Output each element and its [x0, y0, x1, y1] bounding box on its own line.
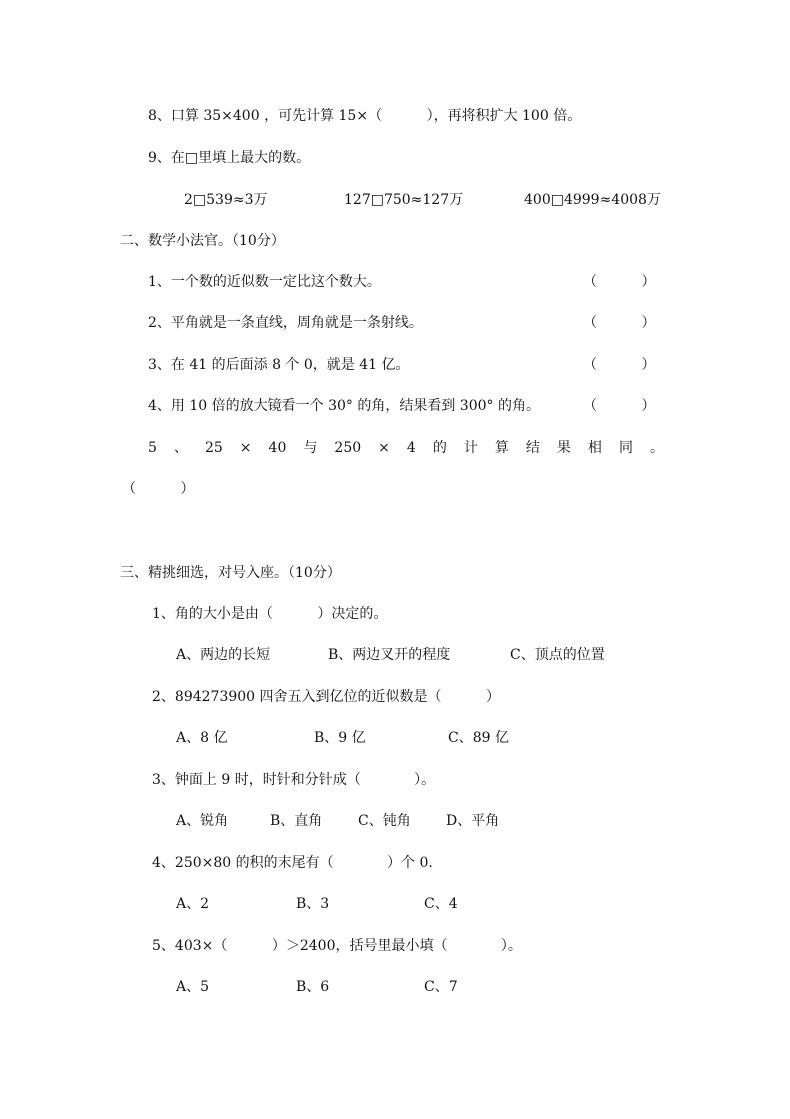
choice-option[interactable]: C、顶点的位置 [510, 647, 605, 663]
token: 。 [649, 440, 664, 456]
choice-question: 3、钟面上 9 时，时针和分针成（ ）。 [152, 772, 436, 788]
question-9: 9、在□里填上最大的数。 [148, 150, 311, 166]
answer-blank[interactable]: （ ） [583, 274, 656, 290]
token: 相 [587, 440, 602, 456]
token: 的 [432, 440, 447, 456]
choice-option[interactable]: B、直角 [270, 813, 323, 829]
token: 算 [494, 440, 509, 456]
answer-blank[interactable]: （ ） [122, 481, 195, 497]
choice-question: 4、250×80 的积的末尾有（ ）个 0. [152, 855, 433, 871]
choice-option[interactable]: B、两边叉开的程度 [328, 647, 451, 663]
token: 同 [618, 440, 633, 456]
token: 40 [268, 440, 287, 456]
question-8: 8、口算 35×400 ，可先计算 15×（ ），再将积扩大 100 倍。 [148, 108, 582, 124]
answer-blank[interactable]: （ ） [583, 398, 656, 414]
token: 与 [303, 440, 318, 456]
q9-item: 127□750≈127万 [344, 192, 464, 208]
judge-item-5 [148, 438, 664, 458]
choice-option[interactable]: B、9 亿 [314, 730, 366, 746]
choice-question: 1、角的大小是由（ ）决定的。 [152, 606, 388, 622]
choice-option[interactable]: A、5 [176, 979, 210, 995]
judge-item: 2、平角就是一条直线，周角就是一条射线。 [148, 315, 423, 331]
token: 计 [463, 440, 478, 456]
token: 4 [406, 440, 416, 456]
choice-option[interactable]: C、89 亿 [448, 730, 509, 746]
answer-blank[interactable]: （ ） [583, 357, 656, 373]
q9-item: 2□539≈3万 [184, 192, 268, 208]
q9-item: 400□4999≈4008万 [524, 192, 661, 208]
section-heading: 二、数学小法官。（10分） [120, 233, 285, 249]
token: 果 [556, 440, 571, 456]
token: 250 [334, 440, 362, 456]
section-heading: 三、精挑细选，对号入座。（10分） [120, 565, 341, 581]
choice-question: 2、894273900 四舍五入到亿位的近似数是（ ） [152, 689, 501, 705]
choice-option[interactable]: B、3 [296, 896, 330, 912]
token: × [239, 440, 252, 456]
choice-option[interactable]: C、7 [424, 979, 458, 995]
choice-option[interactable]: B、6 [296, 979, 330, 995]
judge-item: 1、一个数的近似数一定比这个数大。 [148, 274, 381, 290]
token: × [378, 440, 390, 456]
choice-option[interactable]: A、8 亿 [176, 730, 228, 746]
judge-item: 4、用 10 倍的放大镜看一个 30° 的角，结果看到 300° 的角。 [148, 398, 540, 414]
choice-option[interactable]: C、4 [424, 896, 458, 912]
choice-option[interactable]: C、钝角 [358, 813, 411, 829]
token: 结 [525, 440, 540, 456]
choice-option[interactable]: A、锐角 [176, 813, 229, 829]
answer-blank[interactable]: （ ） [583, 315, 656, 331]
choice-question: 5、403×（ ）＞2400，括号里最小填（ ）。 [152, 938, 522, 954]
choice-option[interactable]: A、两边的长短 [176, 647, 271, 663]
choice-option[interactable]: A、2 [176, 896, 210, 912]
token: 25 [204, 440, 223, 456]
choice-option[interactable]: D、平角 [446, 813, 500, 829]
token: 、 [173, 440, 188, 456]
token: 5 [148, 440, 157, 456]
judge-item: 3、在 41 的后面添 8 个 0，就是 41 亿。 [148, 357, 410, 373]
